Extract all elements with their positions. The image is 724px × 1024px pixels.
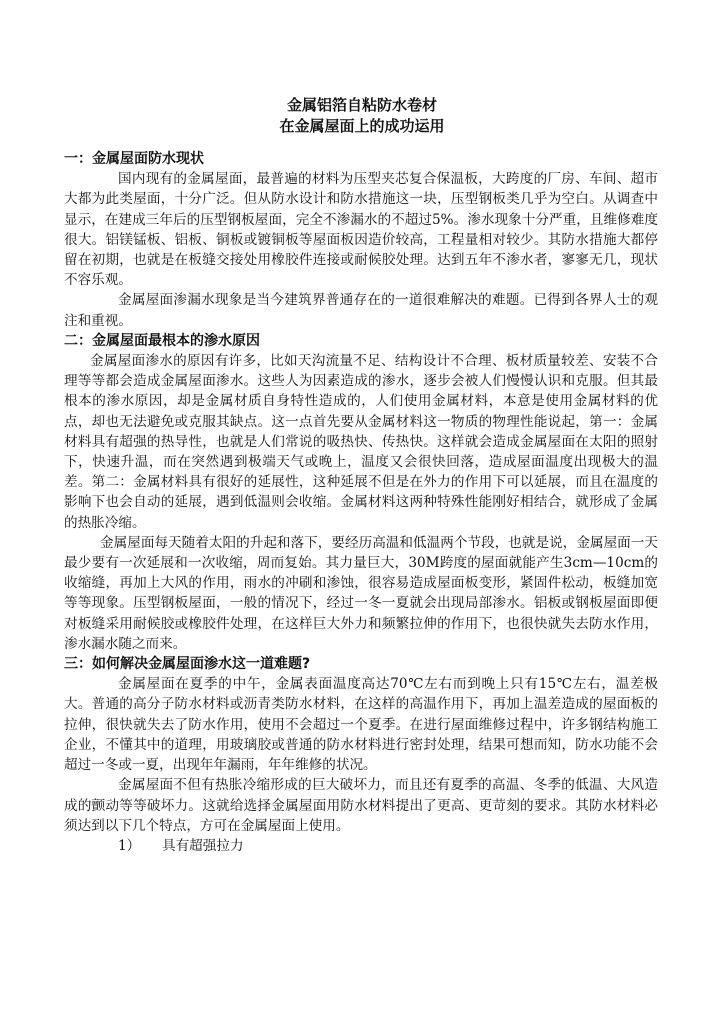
- list-item-text: 具有超强拉力: [162, 837, 244, 854]
- paragraph: 金属屋面每天随着太阳的升起和落下，要经历高温和低温两个节段，也就是说，金属屋面一天最少要有一次延展和一次收缩，周而复始。其力量巨大，30M跨度的屋面就能产生3cm—10cm的收缩缝，再加上大风的作用，雨水的冲刷和渗蚀，很容易造成屋面板变形，紧固件松动，板缝加宽等等现象。压型钢板屋面，一般的情况下，经过一冬一夏就会出现局部渗水。铝板或钢板屋面即便对板缝采用耐候胶或橡胶件处理，在这样巨大外力和频繁拉伸的作用下，也很快就失去防水作用，渗水漏水随之而来。: [64, 534, 658, 652]
- document-subtitle: 在金属屋面上的成功运用: [279, 117, 445, 135]
- section-heading: 三：如何解决金属屋面渗水这一道难题?: [64, 656, 311, 673]
- paragraph: 金属屋面不但有热胀冷缩形成的巨大破坏力，而且还有夏季的高温、冬季的低温、大风造成的颤动等等破坏力。这就给选择金属屋面用防水材料提出了更高、更苛刻的要求。其防水材料必须达到以下几个特点，方可在金属屋面上使用。: [64, 777, 658, 834]
- list-item-number: 1）: [118, 837, 141, 854]
- paragraph: 国内现有的金属屋面，最普遍的材料为压型夹芯复合保温板，大跨度的厂房、车间、超市大都为此类屋面，十分广泛。但从防水设计和防水措施这一块，压型钢板类几乎为空白。从调查中显示，在建成三年后的压型钢板屋面，完全不渗漏水的不超过5%。渗水现象十分严重，且维修难度很大。铝镁锰板、铝板、铜板或镀铜板等屋面板因造价较高，工程量相对较少。其防水措施大都停留在初期，也就是在板缝交接处用橡胶件连接或耐候胶处理。达到五年不渗水者，寥寥无几，现状不容乐观。: [64, 171, 658, 289]
- document-title: 金属铝箔自粘防水卷材: [286, 96, 437, 114]
- section-heading: 一：金属屋面防水现状: [64, 151, 204, 167]
- paragraph: 金属屋面在夏季的中午，金属表面温度高达70℃左右而到晚上只有15℃左右，温差极大。普通的高分子防水材料或沥青类防水材料，在这样的高温作用下，再加上温差造成的屋面板的拉伸，很快就失去了防水作用，使用不会超过一个夏季。在进行屋面维修过程中，许多钢结构施工企业，不懂其中的道理，用玻璃胶或普通的防水材料进行密封处理，结果可想而知，防水功能不会超过一冬或一夏，出现年年漏雨，年年维修的状况。: [64, 676, 658, 774]
- paragraph: 金属屋面渗水的原因有许多，比如天沟流量不足、结构设计不合理、板材质量较差、安装不合理等等都会造成金属屋面渗水。这些人为因素造成的渗水，逐步会被人们慢慢认识和克服。但其最根本的渗水原因，却是金属材质自身特性造成的，人们使用金属材料，本意是使用金属材料的优点，却也无法避免或克服其缺点。这一点首先要从金属材料这一物质的物理性能说起，第一：金属材料具有超强的热导性，也就是人们常说的吸热快、传热快。这样就会造成金属屋面在太阳的照射下，快速升温，而在突然遇到极端天气或晚上，温度又会很快回落，造成屋面温度出现极大的温差。第二：金属材料具有很好的延展性，这种延展不但是在外力的作用下可以延展，而且在温度的影响下也会自动的延展，遇到低温则会收缩。金属材料这两种特殊性能刚好相结合，就形成了金属的热胀冷缩。: [64, 353, 658, 531]
- paragraph: 金属屋面渗漏水现象是当今建筑界普通存在的一道很难解决的难题。已得到各界人士的观注和重视。: [64, 292, 658, 329]
- list-item: [64, 836, 658, 856]
- section-heading: 二：金属屋面最根本的渗水原因: [64, 332, 260, 349]
- document-body: [64, 149, 658, 856]
